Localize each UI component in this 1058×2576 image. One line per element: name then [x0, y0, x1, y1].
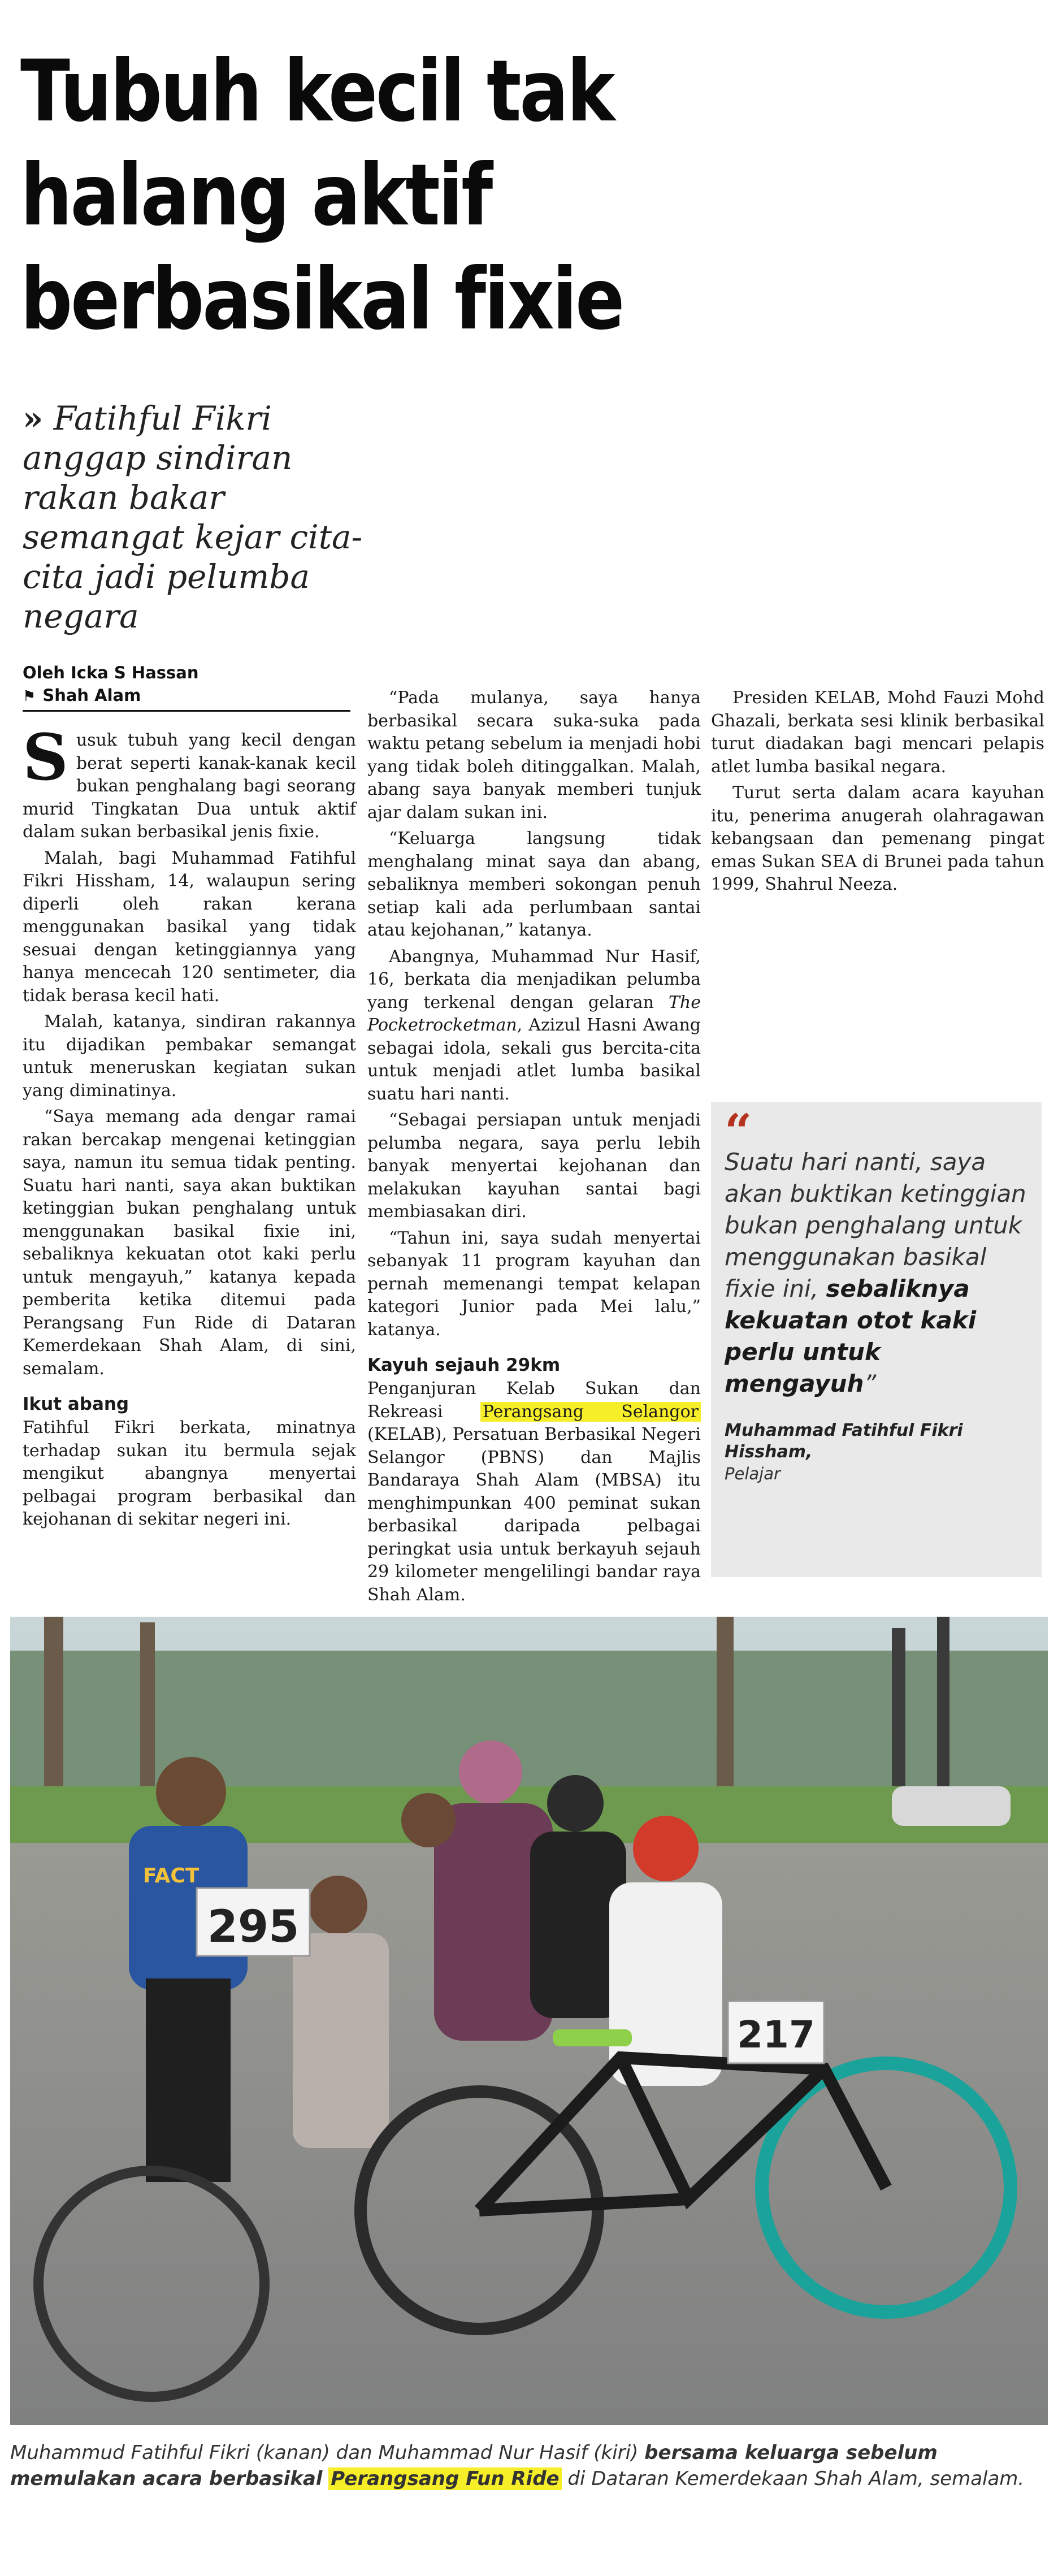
paragraph: Malah, bagi Muhammad Fatihful Fikri Hissham, 14, walaupun sering diperli oleh rakan kerana menggunakan basikal yang tidak sesuai dengan ketinggiannya yang hanya mencecah 120 sentimeter, dia tidak berasa kecil hati.	[23, 848, 356, 1006]
paragraph: Turut serta dalam acara kayuhan itu, penerima anugerah olahragawan kebangsaan dan pemenang pingat emas Sukan SEA di Brunei pada tahun 1999, Shahrul Neeza.	[711, 783, 1044, 894]
article-column-3	[711, 687, 1044, 900]
paragraph: “Keluarga langsung tidak menghalang minat saya dan abang, sebaliknya memberi sokongan penuh setiap kali ada perlumbaan santai atau kejohanan,” katanya.	[367, 829, 701, 940]
byline-divider	[23, 710, 350, 712]
paragraph: Abangnya, Muhammad Nur Hasif, 16, berkata dia menjadikan pelumba yang terkenal dengan gelaran The Pocketrocketman, Azizul Hasni Awang sebagai idola, sekali gus bercita-cita untuk menjadi atlet lumba basikal suatu hari nanti.	[367, 946, 701, 1104]
paragraph: Susuk tubuh yang kecil dengan berat seperti kanak-kanak kecil bukan penghalang bagi seorang murid Tingkatan Dua untuk aktif dalam sukan berbasikal jenis fixie.	[23, 721, 356, 842]
pull-quote-text: Suatu hari nanti, saya akan buktikan ketinggian bukan penghalang untuk menggunakan basikal fixie ini, sebaliknya kekuatan otot kaki perlu untuk mengayuh”	[725, 1148, 1026, 1397]
pull-quote-role: Pelajar	[725, 1464, 781, 1483]
subheading: Kayuh sejauh 29km	[367, 1355, 561, 1375]
highlighted-text: Perangsang Selangor	[480, 1402, 701, 1422]
drop-cap: S	[23, 721, 68, 795]
paragraph: “Sebagai persiapan untuk menjadi pelumba negara, saya perlu lebih banyak menyertai kejohanan dan melakukan kayuhan santai bagi membiasakan diri.	[367, 1110, 701, 1222]
standfirst-marker: »	[23, 399, 44, 438]
paragraph: “Tahun ini, saya sudah menyertai sebanyak 11 program kayuhan dan pernah memenangi tempat kelapan kategori Junior pada Mei lalu,” katanya.	[367, 1228, 701, 1340]
nickname: The Pocketrocketman	[367, 992, 701, 1035]
paragraph: Fatihful Fikri berkata, minatnya terhadap sukan itu bermula sejak mengikut abangnya menyertai pelbagai program berbasikal dan kejohanan di sekitar negeri ini.	[23, 1418, 356, 1529]
article-column-2	[367, 687, 701, 1610]
headline	[20, 40, 647, 352]
pull-quote-name: Muhammad Fatihful Fikri Hissham,	[725, 1421, 963, 1462]
article-column-1	[23, 721, 356, 1535]
byline	[23, 661, 362, 708]
headline-line-3: berbasikal fixie	[20, 250, 623, 349]
paragraph: Malah, katanya, sindiran rakannya itu dijadikan pembakar semangat untuk meneruskan kegiatan sukan yang diminatinya.	[23, 1012, 356, 1101]
headline-line-1: Tubuh kecil tak	[20, 42, 614, 141]
byline-author: Oleh Icka S Hassan	[23, 663, 199, 682]
headline-line-2: halang aktif	[20, 146, 491, 245]
photo-caption: Muhammud Fatihful Fikri (kanan) dan Muhammad Nur Hasif (kiri) bersama keluarga sebelum memulakan acara berbasikal Perangsang Fun Ride di Dataran Kemerdekaan Shah Alam, semalam.	[10, 2441, 1025, 2490]
paragraph: “Saya memang ada dengar ramai rakan bercakap mengenai ketinggian saya, namun itu semua tidak penting. Suatu hari nanti, saya akan buktikan ketinggian bukan penghalang untuk menggunakan basikal fixie ini, sebaliknya kekuatan otot kaki perlu untuk mengayuh,” katanya kepada pemberita ketika ditemui pada Perangsang Fun Ride di Dataran Kemerdekaan Shah Alam, di sini, semalam.	[23, 1107, 356, 1379]
flag-icon: ⚑	[23, 688, 36, 705]
pull-quote	[711, 1102, 1042, 1577]
quote-mark-icon: “	[725, 1103, 752, 1159]
paragraph: Penganjuran Kelab Sukan dan Rekreasi Perangsang Selangor (KELAB), Persatuan Berbasikal Negeri Selangor (PBNS) dan Majlis Bandaraya Shah Alam (MBSA) itu menghimpunkan 400 peminat sukan berbasikal daripada pelbagai peringkat usia untuk berkayuh sejauh 29 kilometer mengelilingi bandar raya Shah Alam.	[367, 1379, 701, 1605]
article-photo	[10, 1617, 1048, 2425]
race-bib-right: 217	[737, 2013, 815, 2057]
race-bib-left: 295	[207, 1902, 300, 1952]
paragraph: “Pada mulanya, saya hanya berbasikal secara suka-suka pada waktu petang sebelum ia menjadi hobi yang tidak boleh ditinggalkan. Malah, abang saya banyak memberi tunjuk ajar dalam sukan ini.	[367, 688, 701, 822]
standfirst-text: Fatihful Fikri anggap sindiran rakan bakar semangat kejar cita-cita jadi pelumba negara	[23, 399, 363, 635]
highlighted-text: Perangsang Fun Ride	[328, 2467, 561, 2490]
byline-location: Shah Alam	[42, 686, 141, 705]
jersey-print: FACT	[143, 1864, 200, 1887]
photo-illustration	[10, 1617, 1048, 2425]
standfirst	[23, 399, 384, 636]
subheading: Ikut abang	[23, 1394, 129, 1414]
byline-location-row	[23, 684, 362, 708]
paragraph: Presiden KELAB, Mohd Fauzi Mohd Ghazali, berkata sesi klinik berbasikal turut diadakan bagi mencari pelapis atlet lumba basikal negara.	[711, 688, 1044, 777]
